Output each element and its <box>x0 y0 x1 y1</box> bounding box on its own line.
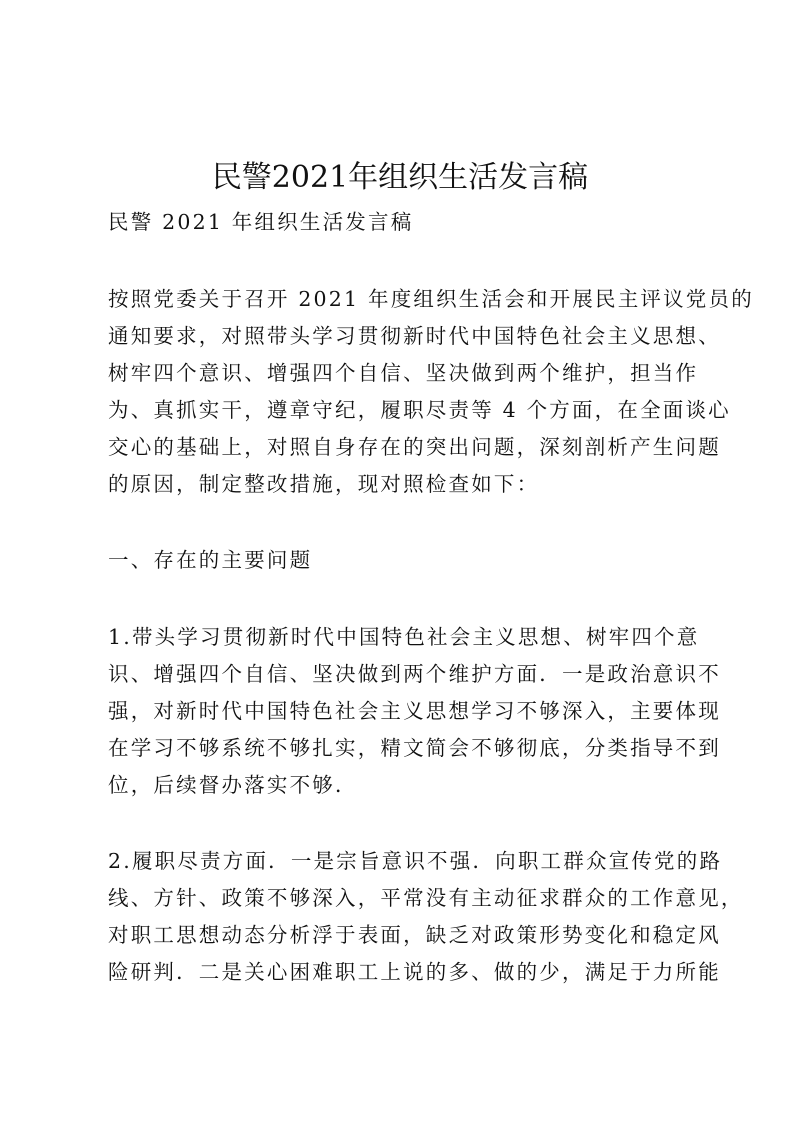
item-1-line: 在学习不够系统不够扎实，精文简会不够彻底，分类指导不到 <box>108 736 721 760</box>
item-2-paragraph <box>108 843 744 991</box>
item-1-line: 位，后续督办落实不够． <box>108 773 358 797</box>
intro-line: 树牢四个意识、增强四个自信、坚决做到两个维护，担当作 <box>108 361 699 385</box>
intro-line: 通知要求，对照带头学习贯彻新时代中国特色社会主义思想、 <box>108 324 721 348</box>
document-title: 民警2021年组织生活发言稿 <box>211 160 589 195</box>
intro-line: 交心的基础上，对照自身存在的突出问题，深刻剖析产生问题 <box>108 435 721 459</box>
intro-paragraph <box>108 281 754 503</box>
intro-line: 的原因，制定整改措施，现对照检查如下： <box>108 472 540 496</box>
item-2-line: 线、方针、政策不够深入，平常没有主动征求群众的工作意见， <box>108 886 744 910</box>
item-2-line: 2.履职尽责方面．一是宗旨意识不强．向职工群众宣传党的路 <box>108 849 723 873</box>
item-2-line: 险研判．二是关心困难职工上说的多、做的少，满足于力所能 <box>108 960 721 984</box>
item-1-line: 识、增强四个自信、坚决做到两个维护方面．一是政治意识不 <box>108 662 721 686</box>
item-1-line: 强，对新时代中国特色社会主义思想学习不够深入，主要体现 <box>108 699 721 723</box>
item-1-line: 1.带头学习贯彻新时代中国特色社会主义思想、树牢四个意 <box>108 625 700 649</box>
item-2-line: 对职工思想动态分析浮于表面，缺乏对政策形势变化和稳定风 <box>108 923 721 947</box>
intro-line: 为、真抓实干，遵章守纪，履职尽责等 4 个方面，在全面谈心 <box>108 398 731 422</box>
item-1-paragraph <box>108 619 721 804</box>
intro-line: 按照党委关于召开 2021 年度组织生活会和开展民主评议党员的 <box>108 287 754 311</box>
section-heading: 一、存在的主要问题 <box>108 548 313 572</box>
document-subtitle: 民警 2021 年组织生活发言稿 <box>108 210 414 234</box>
